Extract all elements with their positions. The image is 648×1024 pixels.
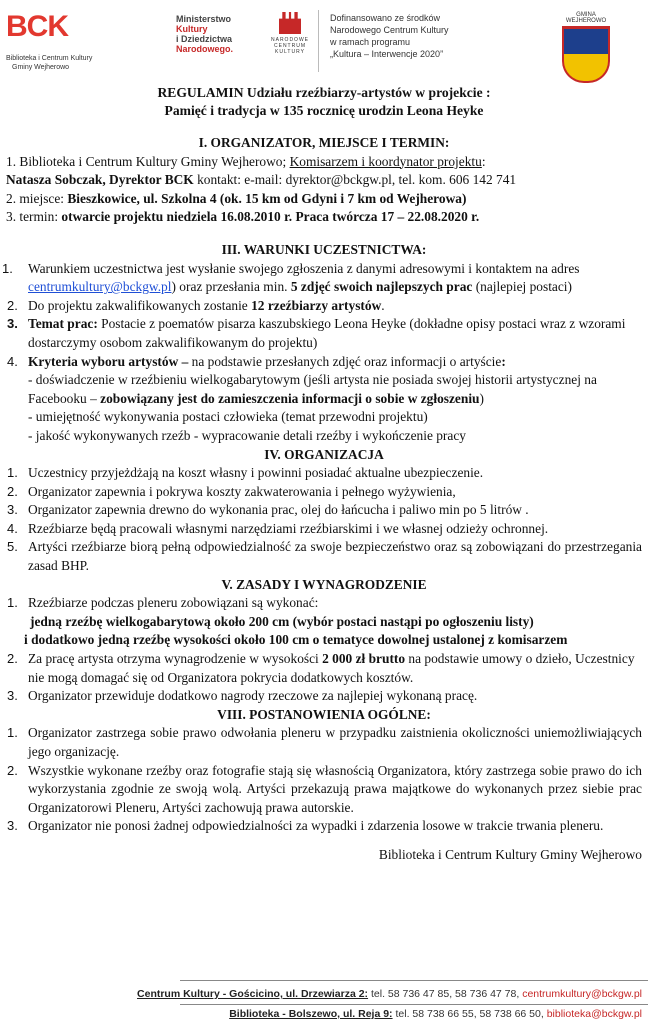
bck-logo-caption: Biblioteka i Centrum Kultury Gminy Wejherowo [6,55,93,71]
signature: Biblioteka i Centrum Kultury Gminy Wejherowo [378,846,642,862]
general-item-number: 3. [7,818,18,834]
gmina-crest [558,12,614,83]
organization-item-text: Organizator zapewnia i pokrywa koszty zakwaterowania i pełnego wyżywienia, [28,483,456,499]
footer-rule [180,980,648,981]
organization-item [0,538,648,575]
organization-item [0,501,648,520]
email-link[interactable]: centrumkultury@bckgw.pl [28,279,172,295]
regulations-document [0,84,648,865]
footer-library-email[interactable]: biblioteka@bckgw.pl [546,1008,642,1020]
bck-logo [6,10,96,80]
section-rules-heading: V. ZASADY I WYNAGRODZENIE [221,576,427,592]
organization-item [0,483,648,502]
organization-item-number: 4. [7,520,18,536]
general-item-number: 1. [7,725,18,741]
footer-rule [180,1004,648,1005]
coordinator-contact-line: Natasza Sobczak, Dyrektor BCK kontakt: e-mail: dyrektor@bckgw.pl, tel. kom. 606 142 741 [6,172,517,188]
ministry-logo: Ministerstwo Kultury i Dziedzictwa Narodowego. [176,14,234,54]
nck-logo: NARODOWE CENTRUM KULTURY [268,12,312,55]
rules-item: 1. Rzeźbiarze podczas pleneru zobowiązani są wykonać: [7,595,319,611]
general-item-text: Organizator zastrzega sobie prawo odwołania pleneru w przypadku zaistnienia okoliczności uniemożliwiających jego organizację. [28,725,642,759]
main-sculpture-requirement: jedną rzeźbę wielkogabarytową około 200 cm (wybór postaci nastąpi po ogłoszeniu listy) [30,613,534,629]
section-organizer-heading: I. ORGANIZATOR, MIEJSCE I TERMIN: [198,135,450,150]
condition-item: 2. Do projektu zakwalifikowanych zostanie 12 rzeźbiarzy artystów. [7,297,385,313]
condition-item: 4. Kryteria wyboru artystów – na podstawie przesłanych zdjęć oraz informacji o artyście: - doświadczenie w rzeźbieniu wielkogabarytowym (jeśli artysta nie posiada swojej historii artystycznej na Facebooku – zobowiązany jest do zamieszczenia informacji o sobie w zgłoszeniu) - umiejętność wykonywania postaci człowieka (temat przewodni projektu) - jakość wykonywanych rzeźb - wypracowanie detali rzeźby i wykończenie pracy [0,353,648,446]
organization-item-text: Artyści rzeźbiarze biorą pełną odpowiedzialność za swoje bezpieczeństwo oraz są zobowiązani do przestrzegania zasad BHP. [28,539,642,574]
general-item-number: 2. [7,762,18,778]
organization-item-number: 1. [7,465,18,481]
letterhead [0,0,648,84]
footer-library-row: Biblioteka - Bolszewo, ul. Reja 9: tel. 58 738 66 55, 58 738 66 50, biblioteka@bckgw.pl [229,1008,642,1020]
organization-item [0,520,648,539]
rules-item: 3. Organizator przewiduje dodatkowo nagrody rzeczowe za najlepiej wykonaną pracę. [7,688,478,704]
organizer-line: 1. Biblioteka i Centrum Kultury Gminy Wejherowo; Komisarzem i koordynator projektu: [6,153,486,169]
footer-centre-email[interactable]: centrumkultury@bckgw.pl [522,988,642,1000]
organization-item-number: 3. [7,502,18,518]
organization-item-text: Organizator zapewnia drewno do wykonania prac, olej do łańcucha i paliwo min po 5 litrów . [28,502,529,518]
general-item-text: Organizator nie ponosi żadnej odpowiedzialności za wypadki i zdarzenia losowe w trakcie trwania pleneru. [28,818,604,834]
organization-item-text: Uczestnicy przyjeżdżają na koszt własny i powinni posiadać aktualne ubezpieczenie. [28,465,484,481]
document-title-line-2: Pamięć i tradycja w 135 rocznicę urodzin Leona Heyke [164,103,484,118]
organization-item-text: Rzeźbiarze będą pracowali własnymi narzędziami rzeźbiarskimi i we własnej odzieży ochronnej. [28,520,549,536]
criterion-experience: - doświadczenie w rzeźbieniu wielkogabarytowym (jeśli artysta nie posiada swojej historii artystycznej na Facebooku – zobowiązany jest do zamieszczenia informacji o sobie w zgłoszeniu) [28,372,597,406]
footer-centre-row: Centrum Kultury - Gościcino, ul. Drzewiarza 2: tel. 58 736 47 85, 58 736 47 78, centrumkultury@bckgw.pl [137,988,642,1000]
crest-icon [562,26,610,83]
document-title-line-1: REGULAMIN Udziału rzeźbiarzy-artystów w projekcie : [157,85,491,100]
general-provisions-list [0,724,648,836]
general-item-text: Wszystkie wykonane rzeźby oraz fotografie stają się własnością Organizatora, który zastrzega sobie prawo do ich wykorzystania zgodnie ze swoją wolą. Artyści przekazują prawa majątkowe do wykonanych przez siebie prac Organizatorowi Pleneru, Artyści zachowują prawa autorskie. [28,762,642,815]
organization-item [0,464,648,483]
section-general-heading: VIII. POSTANOWIENIA OGÓLNE: [217,706,431,722]
organization-list [0,464,648,576]
criterion-skill: - umiejętność wykonywania postaci człowieka (temat przewodni projektu) [28,409,428,425]
general-item [0,817,648,836]
crest-label: GMINA WEJHEROWO [565,12,607,24]
organization-item-number: 5. [7,539,18,555]
organization-item-number: 2. [7,483,18,499]
section-conditions-heading: III. WARUNKI UCZESTNICTWA: [221,241,427,257]
condition-item: 1. Warunkiem uczestnictwa jest wysłanie swojego zgłoszenia z danymi adresowymi i kontaktem na adres centrumkultury@bckgw.pl) oraz przesłania min. 5 zdjęć swoich najlepszych prac (najlepiej postaci) [2,260,580,295]
general-item [0,724,648,761]
criterion-quality: - jakość wykonywanych rzeźb - wypracowanie detali rzeźby i wykończenie pracy [28,427,466,443]
section-organization-heading: IV. ORGANIZACJA [264,446,384,462]
header-divider [318,10,319,72]
extra-sculpture-requirement: i dodatkowo jedną rzeźbę wysokości około 100 cm o tematyce dowolnej ustalonej z komisarzem [24,632,568,648]
date-line: 3. termin: otwarcie projektu niedziela 16.08.2010 r. Praca twórcza 17 – 22.08.2020 r. [6,209,480,225]
condition-item: 3. Temat prac: Postacie z poematów pisarza kaszubskiego Leona Heyke (dokładne opisy postaci wraz z wzorami dostarczymy osobom zakwalifikowanym do projektu) [7,316,626,350]
nck-emblem-icon [279,12,301,34]
place-line: 2. miejsce: Bieszkowice, ul. Szkolna 4 (ok. 15 km od Gdyni i 7 km od Wejherowa) [6,190,467,206]
general-item [0,762,648,818]
contact-footer [0,980,648,1024]
bck-logo-letters: BCK [6,10,68,43]
rules-item: 2. Za pracę artysta otrzyma wynagrodzenie w wysokości 2 000 zł brutto na podstawie umowy o dzieło, Uczestnicy nie mogą domagać się od Organizatora pokrycia dodatkowych kosztów. [7,651,635,685]
funding-note: Dofinansowano ze środków Narodowego Centrum Kultury w ramach programu „Kultura – Interwencje 2020” [330,13,449,59]
